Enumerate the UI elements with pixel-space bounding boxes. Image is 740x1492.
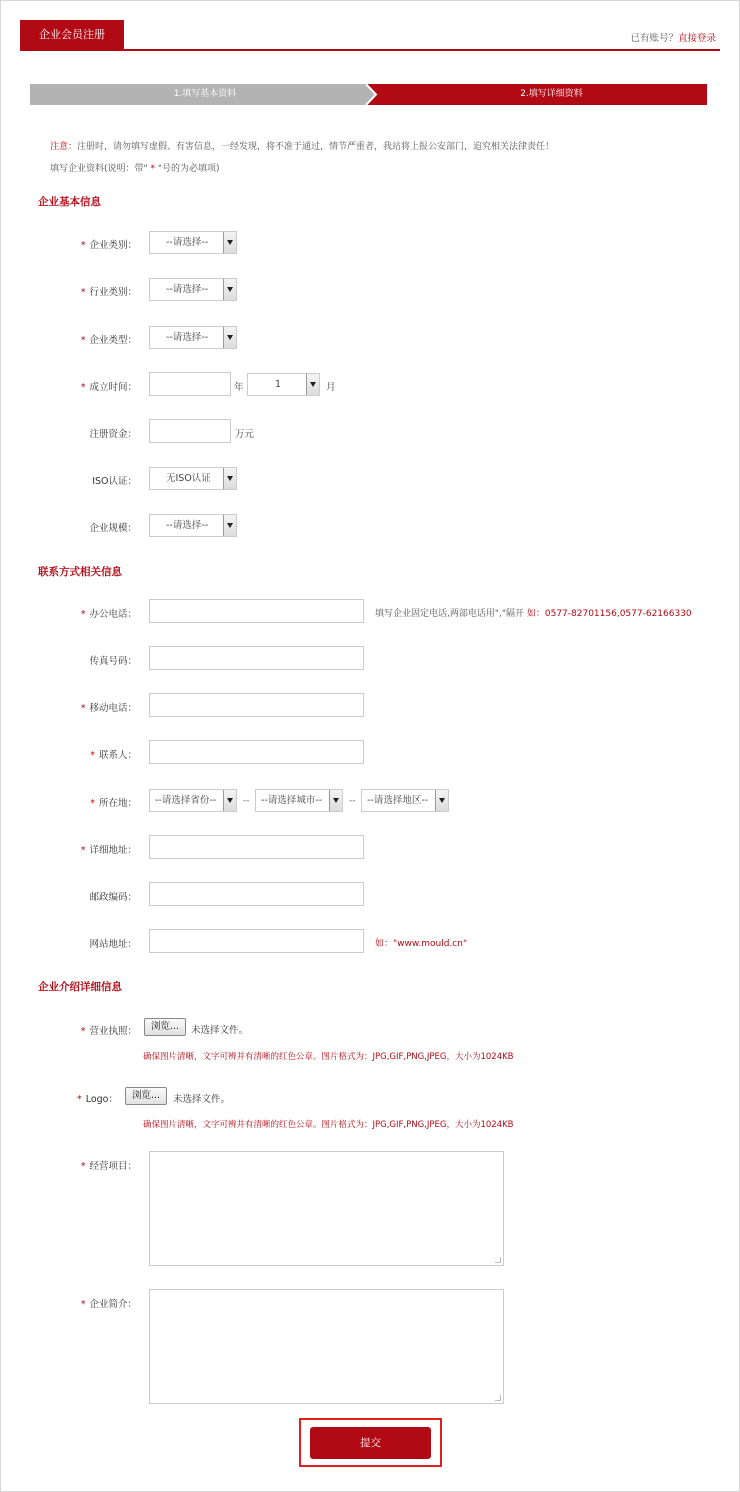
website-label: 网站地址： (89, 939, 137, 950)
capital-label: 注册资金： (89, 429, 137, 440)
location-separator: -- (243, 796, 250, 806)
scale-select[interactable]: --请选择-- (149, 514, 237, 537)
postcode-label: 邮政编码： (89, 892, 137, 903)
logo-browse-button[interactable]: 浏览... (125, 1087, 167, 1105)
step-progress (30, 84, 707, 105)
section-contact-title: 联系方式相关信息 (38, 566, 122, 578)
intro-after: "号的为必填项) (157, 164, 220, 174)
profile-label: * 企业简介： (80, 1299, 137, 1310)
intro-star: * (147, 164, 158, 174)
chevron-down-icon (223, 468, 236, 489)
website-hint: 如："www.mould.cn" (375, 939, 468, 949)
website-input[interactable] (149, 929, 364, 953)
address-label: * 详细地址： (80, 845, 137, 856)
capital-unit: 万元 (235, 429, 255, 440)
step-arrow-icon (360, 84, 380, 105)
license-file-status: 未选择文件。 (191, 1025, 249, 1036)
login-hint (630, 30, 716, 44)
iso-select[interactable]: 无ISO认证 (149, 467, 237, 490)
chevron-down-icon (223, 279, 236, 300)
location-separator: -- (349, 796, 356, 806)
chevron-down-icon (223, 327, 236, 348)
step-1: 1.填写基本资料 (30, 84, 380, 105)
chevron-down-icon (306, 374, 319, 395)
iso-label: ISO认证： (92, 476, 137, 487)
login-link[interactable]: 直接登录 (677, 33, 716, 44)
contact-person-input[interactable] (149, 740, 364, 764)
location-label: * 所在地： (90, 798, 137, 809)
chevron-down-icon (329, 790, 342, 811)
scale-label: 企业规模： (89, 523, 137, 534)
header-divider (20, 49, 720, 51)
city-select[interactable]: --请选择城市-- (255, 789, 343, 812)
chevron-down-icon (435, 790, 448, 811)
business-scope-label: * 经营项目： (80, 1161, 137, 1172)
district-select[interactable]: --请选择地区-- (361, 789, 449, 812)
mobile-input[interactable] (149, 693, 364, 717)
notice-prefix: 注意： (50, 142, 78, 152)
page-title-tab: 企业会员注册 (20, 20, 124, 50)
company-type-label: * 企业类型： (80, 335, 137, 346)
intro-before: 填写企业资料(说明：带" (50, 164, 148, 174)
submit-button[interactable]: 提交 (310, 1427, 431, 1459)
office-phone-hint: 填写企业固定电话,两部电话用","隔开 如：0577-82701156,0577-62166330 (375, 609, 692, 619)
chevron-down-icon (223, 232, 236, 253)
industry-category-select[interactable]: --请选择-- (149, 278, 237, 301)
step-2-active: 2.填写详细资料 (366, 84, 707, 105)
fax-input[interactable] (149, 646, 364, 670)
section-basic-title: 企业基本信息 (38, 196, 101, 208)
company-category-label: * 企业类别： (80, 240, 137, 251)
contact-person-label: * 联系人： (90, 750, 137, 761)
industry-category-label: * 行业类别： (80, 287, 137, 298)
intro-text (50, 161, 220, 174)
office-phone-input[interactable] (149, 599, 364, 623)
license-label: * 营业执照： (80, 1026, 137, 1037)
postcode-input[interactable] (149, 882, 364, 906)
company-type-select[interactable]: --请选择-- (149, 326, 237, 349)
license-note: 确保图片清晰，文字可辨并有清晰的红色公章。图片格式为：JPG,GIF,PNG,JPEG，大小为1024KB (143, 1052, 514, 1062)
chevron-down-icon (223, 515, 236, 536)
month-unit: 月 (326, 382, 336, 393)
notice-body: 注册时，请勿填写虚假、有害信息，一经发现，将不准于通过，情节严重者，我站将上报公安部门，追究相关法律责任！ (77, 142, 555, 152)
company-category-select[interactable]: --请选择-- (149, 231, 237, 254)
logo-label: * Logo： (76, 1094, 118, 1105)
year-unit: 年 (234, 382, 244, 393)
capital-input[interactable] (149, 419, 231, 443)
profile-textarea[interactable] (149, 1289, 504, 1404)
resize-grip-icon[interactable] (495, 1395, 501, 1401)
notice-text (50, 139, 554, 152)
chevron-down-icon (223, 790, 236, 811)
login-prompt: 已有账号？ (630, 33, 678, 44)
logo-file-status: 未选择文件。 (173, 1094, 231, 1105)
logo-note: 确保图片清晰，文字可辨并有清晰的红色公章。图片格式为：JPG,GIF,PNG,JPEG，大小为1024KB (143, 1120, 514, 1130)
address-input[interactable] (149, 835, 364, 859)
founded-year-input[interactable] (149, 372, 231, 396)
founded-month-select[interactable]: 1 (247, 373, 320, 396)
mobile-label: * 移动电话： (80, 703, 137, 714)
founded-label: * 成立时间： (80, 382, 137, 393)
province-select[interactable]: --请选择省份-- (149, 789, 237, 812)
section-detail-title: 企业介绍详细信息 (38, 981, 122, 993)
office-phone-label: * 办公电话： (80, 609, 137, 620)
fax-label: 传真号码： (89, 656, 137, 667)
license-browse-button[interactable]: 浏览... (144, 1018, 186, 1036)
business-scope-textarea[interactable] (149, 1151, 504, 1266)
resize-grip-icon[interactable] (495, 1257, 501, 1263)
